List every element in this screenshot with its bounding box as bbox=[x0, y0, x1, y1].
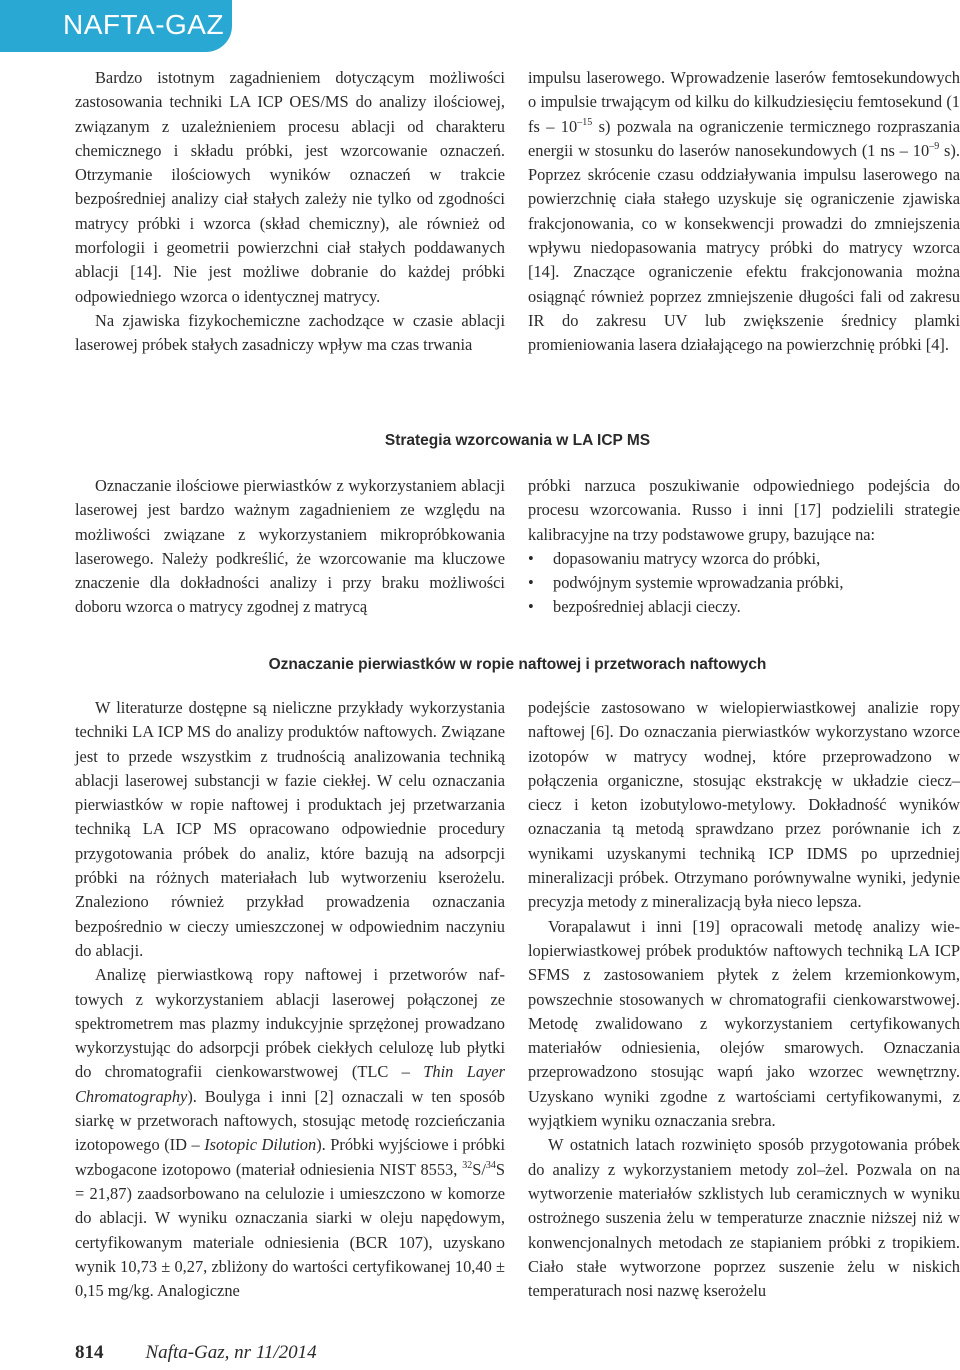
section-heading: Oznaczanie pierwiastków w ropie naftowej i przetworach naftowych bbox=[268, 656, 767, 673]
paragraph: W ostatnich latach rozwinięto sposób przygotowania próbek do analizy z wykorzystaniem metody zol–żel. Pozwala on na wytworzenie materiałów szklistych lub ceramicznych w wyniku ostrożnego suszenia żelu w temperaturze znacznie niższej niż w konwencjonalnych metodach ze stapianiem próbki z tropikiem. Ciało stałe wytworzone poprzez suszenie żelu w niskich temperaturach nosi nazwę kserożelu bbox=[528, 1135, 960, 1301]
section3-right-column bbox=[528, 696, 960, 1303]
journal-issue: Nafta-Gaz, nr 11/2014 bbox=[145, 1342, 317, 1363]
paragraph: Bardzo istotnym zagadnieniem dotyczącym możliwości zastosowania techniki LA ICP OES/MS do analizy ilościowej, związanym z uzależnieniem procesu ablacji od charakteru chemicznego i składu próbki, jest wzorcowanie oznaczeń. Otrzymanie ilościowych wyników oznaczeń w trakcie bezpośredniej analizy ciał stałych zależy nie tylko od zgodności matrycy próbki i wzorca (skład chemiczny), ale również od morfologii i geometrii powierzchni ciał stałych poddawanych ablacji [14]. Nie jest możliwe dobranie do każdej próbki odpowiedniego wzorca o identycznej matrycy. bbox=[75, 68, 505, 306]
paragraph: Vorapalawut i inni [19] opracowali metodę analizy wielopierwiastkowej próbek produktów naftowych techniką LA ICP SFMS z zastosowaniem płytek z żelem krzemionkowym, powszechnie stosowanych w chromatografii cienkowarstwowej. Metodę zwalidowano z wykorzystaniem certyfikowanych materiałów odniesienia, olejów smarowych. Oznaczania przeprowadzono stosując wapń jako wzorzec wewnętrzny. Uzyskano wyniki zgodne z wartościami certyfikowanymi, z wyjątkiem wyniku oznaczania srebra. bbox=[528, 916, 960, 1131]
paragraph: Oznaczanie ilościowe pierwiastków z wykorzystaniem ablacji laserowej jest bardzo ważnym zagadnieniem ze względu na możliwości związane z wykorzystaniem mikropróbkowania laserowego. Należy podkreślić, że wzorcowanie ma kluczowe znaczenie dla dokładności analizy i przy braku możliwości doboru wzorca o matrycy zgodnej z matrycą bbox=[75, 476, 505, 617]
paragraph: W literaturze dostępne są nieliczne przykłady wykorzystania techniki LA ICP MS do analizy produktów naftowych. Związane jest to przede wszystkim z trudnością analizowania techniką ablacji laserowej substancji w fazie ciekłej. W celu oznaczania pierwiastków w ropie naftowej i produktach jej przetwarzania techniką LA ICP MS opracowano odpowiednie procedury przygotowania próbek do analiz, które bazują na adsorpcji próbki na różnych materiałach lub wytworzeniu kserożelu. Znaleziono również przykład prowadzenia oznaczania bezpośrednio w cieczy umieszczonej w odpowiednim naczyniu do ablacji. bbox=[75, 698, 505, 960]
superscript: –9 bbox=[929, 140, 940, 152]
paragraph: Na zjawiska fizykochemiczne zachodzące w czasie ablacji laserowej próbek stałych zasadniczy wpływ ma czas trwania bbox=[75, 310, 505, 355]
superscript: 32 bbox=[462, 1159, 473, 1171]
bullet-item: • dopasowaniu matrycy wzorca do próbki, bbox=[528, 547, 960, 571]
superscript: 34 bbox=[485, 1159, 496, 1171]
page-number: 814 bbox=[75, 1342, 104, 1363]
paragraph: Analizę pierwiastkową ropy naftowej i przetworów naftowych z wykorzystaniem ablacji laserowej połączonej ze spektrometrem mas plazmy indukcyjnie sprzężonej prowadzano wykorzystując do adsorpcji próbek ciekłych celulozę lub płytki do chromatografii cienkowarstwowej (TLC – Thin Layer Chromatography). Boulyga i inni [2] oznaczali w ten sposób siarkę w przetworach naftowych, stosując metodę rozcieńczania izotopowego (ID – Isotopic Dilution). Próbki wyjściowe i próbki wzbogacone izotopowo (materiał odniesienia NIST 8553, $^{32}$S/$^{34}$S = 21,87) zaadsorbowano na celulozie i umieszczono w komorze do ablacji. W wyniku oznaczania siarki w oleju napędowym, certyfikowanym materiale odniesienia (BCR 107), uzyskano wynik 10,73 ± 0,27, zbliżony do wartości certyfikowanej 10,40 ± 0,15 mg/kg. Analogiczne bbox=[75, 965, 506, 1301]
section2-right-column bbox=[528, 474, 960, 620]
journal-name: NAFTA-GAZ bbox=[63, 9, 225, 40]
section-heading: Strategia wzorcowania w LA ICP MS bbox=[384, 432, 651, 449]
section1-right-column bbox=[528, 66, 960, 358]
section3-left-column bbox=[75, 696, 505, 1303]
bullet-icon: • bbox=[528, 597, 534, 617]
bullet-item: • podwójnym systemie wprowadzania próbki, bbox=[528, 571, 960, 595]
paragraph: próbki narzuca poszukiwanie odpowiedniego podejścia do procesu wzorcowania. Russo i inni [17] podzielili strategie kalibracyjne na trzy podstawowe grupy, bazujące na: bbox=[528, 476, 960, 544]
superscript: –15 bbox=[577, 116, 593, 128]
bullet-icon: • bbox=[528, 548, 534, 568]
section2-left-column bbox=[75, 474, 505, 620]
bullet-list bbox=[528, 547, 960, 620]
bullet-icon: • bbox=[528, 573, 534, 593]
section1-left-column bbox=[75, 66, 505, 358]
page-footer bbox=[75, 1342, 317, 1364]
paragraph: podejście zastosowano w wielopierwiastkowej analizie ropy naftowej [6]. Do oznaczania pierwiastków wykorzystano wzorce izotopów w matrycy wodnej, które przeprowadzono w połączenia organiczne, stosując ekstrakcję w układzie ciecz–ciecz i keton izobutylowo-metylowy. Dokładność wyników oznaczania tą metodą sprawdzano przez porównanie ich z wynikami uzyskanymi techniką ICP IDMS po uprzedniej mineralizacji próbek. Otrzymano porównywalne wyniki, jedynie precyzja metody z mineralizacją była nieco lepsza. bbox=[528, 698, 960, 912]
paragraph: impulsu laserowego. Wprowadzenie laserów femtosekundowych o impulsie trwającym od kilku do kilkudziesięciu femtosekund (1 fs – $10^{-15}$ s) pozwala na ograniczenie termicznego rozpraszania energii w stosunku do laserów nanosekundowych (1 ns – $10^{-9}$ s). Poprzez skrócenie czasu oddziaływania impulsu laserowego na powierzchnię ciała stałego uzyskuje się ograniczenie zjawiska frakcjonowania, co w konsekwencji prowadzi do zmniejszenia wpływu niedopasowania matrycy próbki do matrycy wzorca [14]. Znaczące ograniczenie efektu frakcjonowania można osiągnąć również poprzez zmniejszenie długości fali od zakresu IR do zakresu UV lub zwiększenie średnicy plamki promieniowania lasera działającego na powierzchnię próbki [4]. bbox=[528, 68, 960, 355]
bullet-item: • bezpośredniej ablacji cieczy. bbox=[528, 595, 960, 619]
